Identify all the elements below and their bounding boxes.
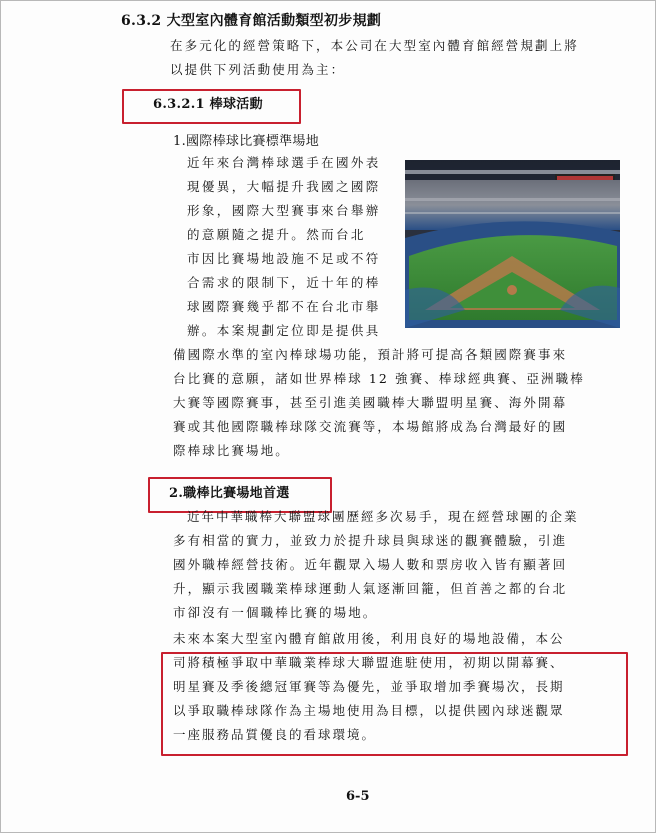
paragraph-line: 一座服務品質優良的看球環境。 (173, 727, 377, 742)
paragraph-line: 以爭取職棒球隊作為主場地使用為目標，以提供國內球迷觀眾 (173, 703, 565, 718)
paragraph-line: 合需求的限制下，近十年的棒 (187, 275, 381, 290)
item1-title: 1.國際棒球比賽標準場地 (173, 134, 320, 149)
paragraph-line: 升，顯示我國職業棒球運動人氣逐漸回籠，但首善之都的台北 (173, 581, 568, 596)
paragraph-line: 市因比賽場地設施不足或不符 (187, 251, 381, 266)
item2-paragraph-1 (187, 505, 579, 529)
stadium-photo (405, 160, 620, 328)
paragraph-line: 台比賽的意願，諸如世界棒球 12 強賽、棒球經典賽、亞洲職棒 (173, 371, 585, 386)
paragraph-line: 多有相當的實力，並致力於提升球員與球迷的觀賽體驗，引進 (173, 533, 568, 548)
paragraph-line: 際棒球比賽場地。 (173, 443, 290, 458)
paragraph-line: 近年中華職棒大聯盟球團歷經多次易手，現在經營球團的企業 (187, 509, 579, 524)
paragraph-line: 備國際水準的室內棒球場功能，預計將可提高各類國際賽事來 (173, 347, 568, 362)
paragraph-line: 球國際賽幾乎都不在台北市舉 (187, 299, 381, 314)
section-heading (121, 13, 381, 29)
paragraph-line: 形象，國際大型賽事來台舉辦 (187, 203, 381, 218)
paragraph-line: 市卻沒有一個職棒比賽的場地。 (173, 605, 378, 620)
paragraph-line: 的意願隨之提升。然而台北 (187, 227, 366, 242)
intro-line: 在多元化的經營策略下，本公司在大型室內體育館經營規劃上將 (170, 38, 579, 53)
section-number: 6.3.2 (121, 13, 162, 29)
item1-text-full (173, 343, 585, 463)
item2-title: 2.職棒比賽場地首選 (169, 486, 290, 501)
paragraph-line: 現優異，大幅提升我國之國際 (187, 179, 381, 194)
item2-paragraph-1-cont (173, 529, 567, 625)
section-title: 大型室內體育館活動類型初步規劃 (166, 13, 382, 29)
page-number: 6-5 (346, 789, 370, 804)
item1-text-beside-photo (187, 151, 381, 343)
paragraph-line: 近年來台灣棒球選手在國外表 (187, 155, 381, 170)
intro-line: 以提供下列活動使用為主： (170, 62, 346, 77)
paragraph-line: 司將積極爭取中華職業棒球大聯盟進駐使用，初期以開幕賽、 (173, 655, 565, 670)
paragraph-line: 明星賽及季後總冠軍賽等為優先，並爭取增加季賽場次，長期 (173, 679, 565, 694)
subsection-label: 6.3.2.1 棒球活動 (153, 97, 263, 112)
paragraph-line: 未來本案大型室內體育館啟用後，利用良好的場地設備，本公 (173, 631, 565, 646)
paragraph-line: 賽或其他國際職棒球隊交流賽等，本場館將成為台灣最好的國 (173, 419, 568, 434)
paragraph-line: 國外職棒經營技術。近年觀眾入場人數和票房收入皆有顯著回 (173, 557, 568, 572)
paragraph-line: 大賽等國際賽事，甚至引進美國職棒大聯盟明星賽、海外開幕 (173, 395, 568, 410)
paragraph-line: 辦。本案規劃定位即是提供具 (187, 323, 381, 338)
item2-paragraph-2-boxed (173, 651, 565, 747)
item2-paragraph-2-first (173, 627, 565, 651)
section-intro (170, 34, 579, 82)
